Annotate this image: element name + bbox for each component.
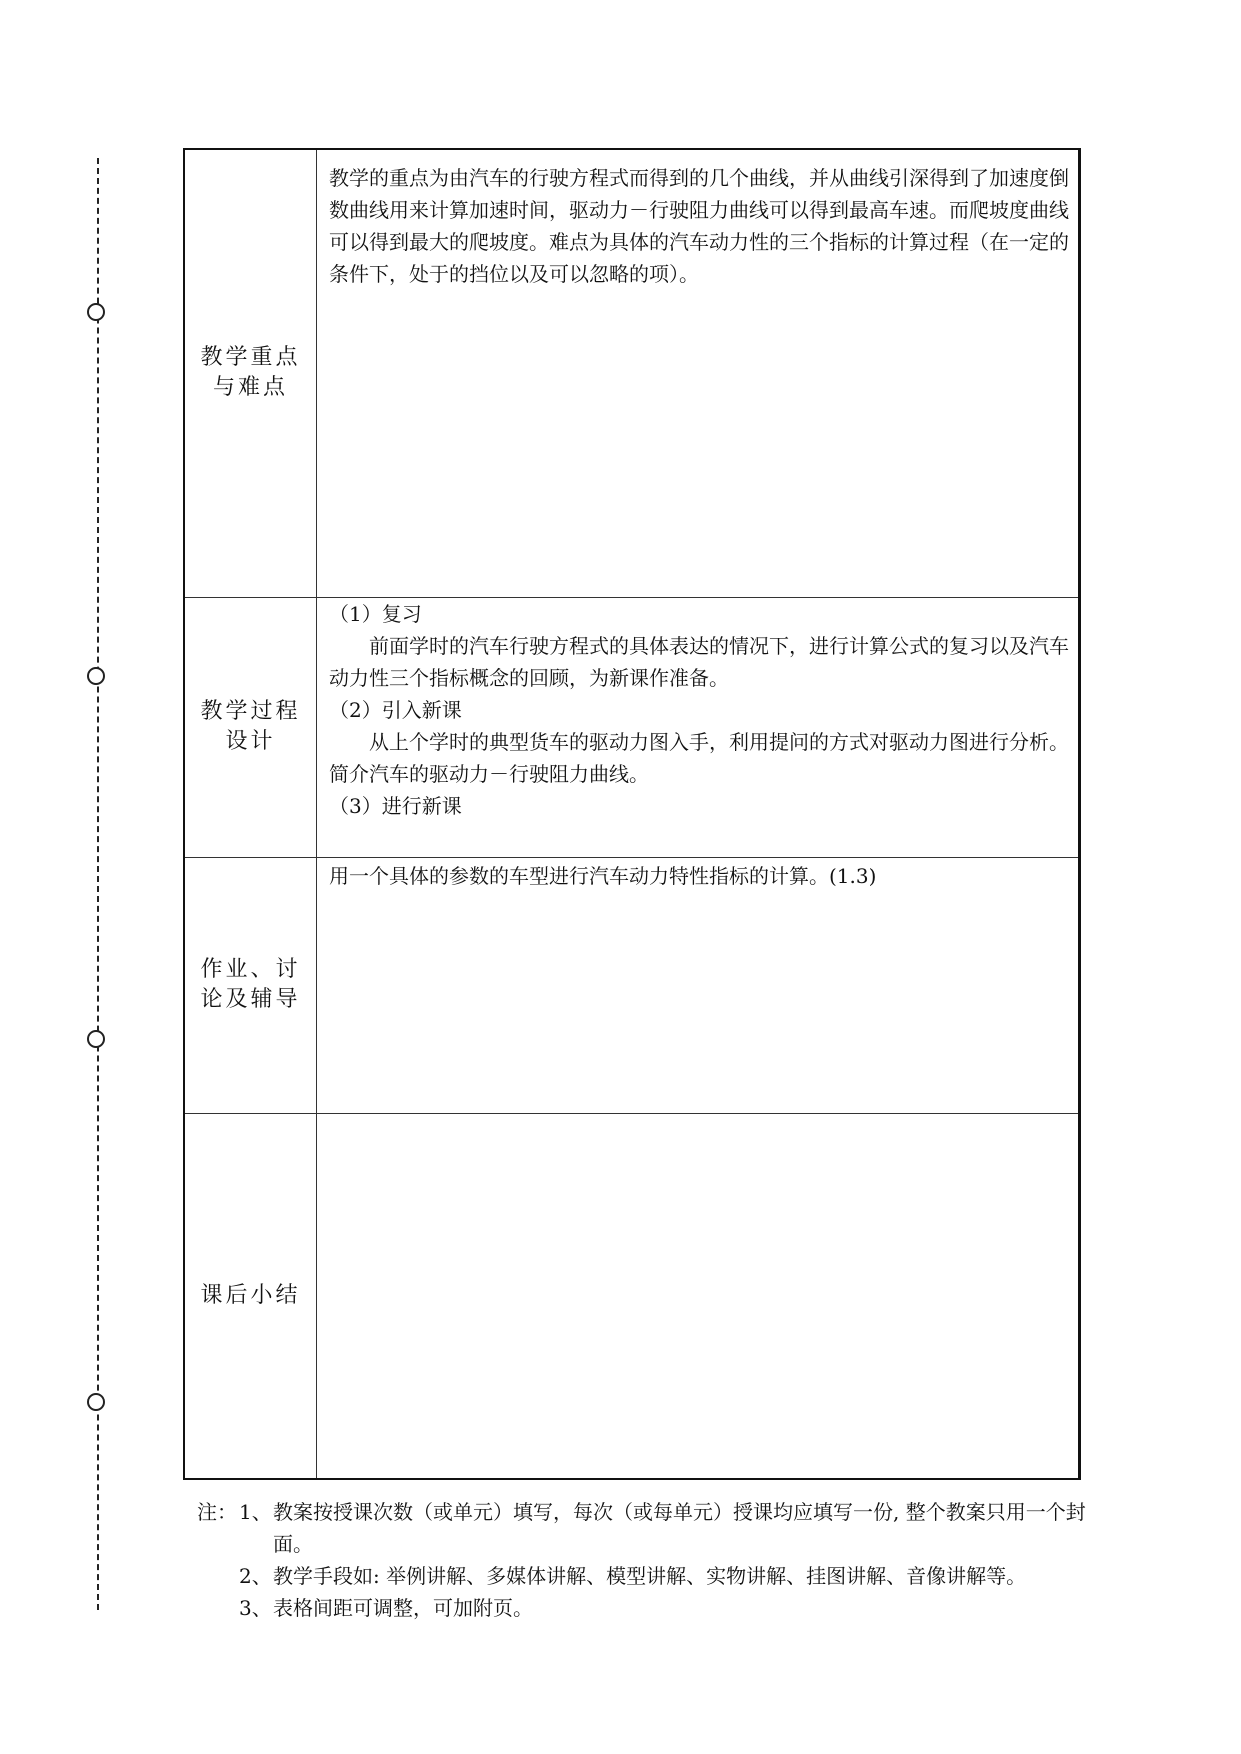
table-row: [184, 857, 1080, 1113]
note-number: 3、: [239, 1596, 272, 1620]
note-prefix: 注：: [197, 1500, 237, 1524]
binding-hole-icon: [87, 667, 105, 685]
row-label-text: 课后小结: [200, 1282, 301, 1308]
note-item: [197, 1496, 1097, 1560]
row-label-text: 教学重点 与难点: [200, 345, 301, 401]
note-number: 2、: [239, 1564, 272, 1588]
row-label-text: 作业、讨 论及辅导: [200, 957, 301, 1012]
table-row: [184, 149, 1080, 597]
row-content-summary: [317, 1113, 1080, 1479]
lesson-plan-table: [183, 148, 1081, 1480]
table-row: [184, 597, 1080, 857]
content-heading: （1）复习: [329, 601, 422, 626]
notes-section: [197, 1496, 1097, 1624]
row-label-text: 教学过程 设计: [200, 699, 301, 754]
content-paragraph: 前面学时的汽车行驶方程式的具体表达的情况下，进行计算公式的复习以及汽车动力性三个指标概念的回顾，为新课作准备。: [329, 633, 1069, 690]
binding-hole-icon: [87, 1393, 105, 1411]
note-text: 教案按授课次数（或单元）填写，每次（或每单元）授课均应填写一份, 整个教案只用一个封面。: [273, 1500, 1086, 1556]
content-paragraph: 教学的重点为由汽车的行驶方程式而得到的几个曲线，并从曲线引深得到了加速度倒数曲线用来计算加速时间，驱动力－行驶阻力曲线可以得到最高车速。而爬坡度曲线可以得到最大的爬坡度。难点为具体的汽车动力性的三个指标的计算过程（在一定的条件下，处于的挡位以及可以忽略的项）。: [329, 166, 1069, 286]
note-number: 1、: [239, 1500, 272, 1524]
note-item: [197, 1592, 1097, 1624]
note-text: 教学手段如: 举例讲解、多媒体讲解、模型讲解、实物讲解、挂图讲解、音像讲解等。: [273, 1564, 1027, 1588]
content-paragraph: 从上个学时的典型货车的驱动力图入手，利用提问的方式对驱动力图进行分析。简介汽车的驱动力－行驶阻力曲线。: [329, 729, 1069, 786]
content-paragraph: 用一个具体的参数的车型进行汽车动力特性指标的计算。(1.3): [329, 863, 877, 888]
row-content-process-design: [317, 597, 1080, 857]
row-label-summary: [184, 1113, 317, 1479]
content-heading: （2）引入新课: [329, 697, 462, 722]
note-text: 表格间距可调整，可加附页。: [273, 1596, 533, 1620]
row-label-homework: [184, 857, 317, 1113]
note-item: [197, 1560, 1097, 1592]
row-label-process-design: [184, 597, 317, 857]
row-label-key-points: [184, 149, 317, 597]
row-content-key-points: [317, 149, 1080, 597]
content-heading: （3）进行新课: [329, 793, 462, 818]
binding-hole-icon: [87, 303, 105, 321]
binding-hole-icon: [87, 1030, 105, 1048]
table-row: [184, 1113, 1080, 1479]
row-content-homework: [317, 857, 1080, 1113]
